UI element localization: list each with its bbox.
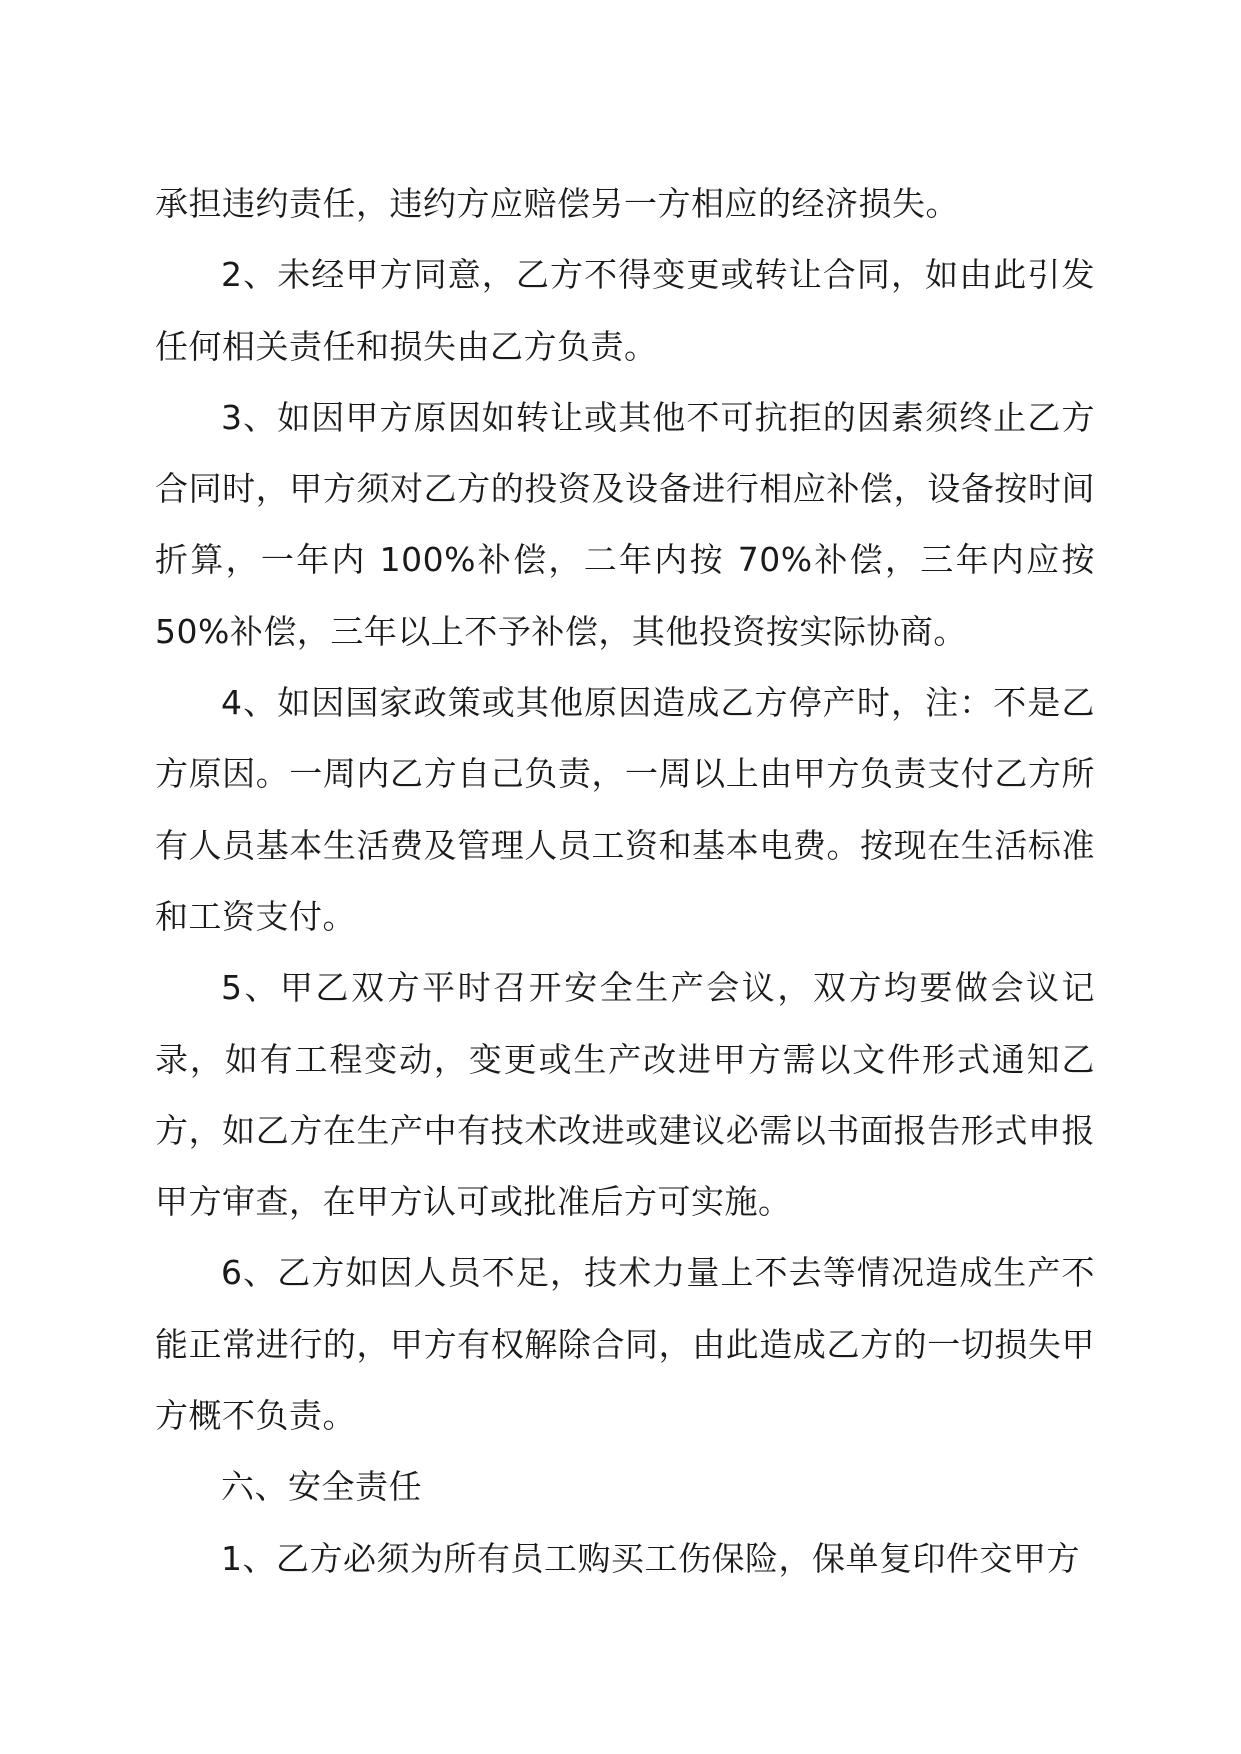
- paragraph-clause-3: 3、如因甲方原因如转让或其他不可抗拒的因素须终止乙方合同时，甲方须对乙方的投资及设备进行相应补偿，设备按时间折算，一年内 100%补偿，二年内按 70%补偿，三年内应按 50%补偿，三年以上不予补偿，其他投资按实际协商。: [155, 397, 1095, 651]
- paragraph-continuation: 承担违约责任，违约方应赔偿另一方相应的经济损失。: [155, 184, 959, 223]
- paragraph-clause-5: 5、甲乙双方平时召开安全生产会议，双方均要做会议记录，如有工程变动，变更或生产改进甲方需以文件形式通知乙方，如乙方在生产中有技术改进或建议必需以书面报告形式申报甲方审查，在甲方认可或批准后方可实施。: [155, 968, 1095, 1222]
- section-heading-safety: 六、安全责任: [221, 1467, 422, 1507]
- paragraph-safety-clause-1: 1、乙方必须为所有员工购买工伤保险，保单复印件交甲方: [221, 1538, 1080, 1578]
- paragraph-clause-6: 6、乙方如因人员不足，技术力量上不去等情况造成生产不能正常进行的，甲方有权解除合同，由此造成乙方的一切损失甲方概不负责。: [155, 1253, 1095, 1436]
- paragraph-clause-2: 2、未经甲方同意，乙方不得变更或转让合同，如由此引发任何相关责任和损失由乙方负责。: [155, 255, 1095, 366]
- contract-body: [155, 168, 1095, 1594]
- paragraph-clause-4: 4、如因国家政策或其他原因造成乙方停产时，注：不是乙方原因。一周内乙方自己负责，一周以上由甲方负责支付乙方所有人员基本生活费及管理人员工资和基本电费。按现在生活标准和工资支付。: [155, 683, 1095, 936]
